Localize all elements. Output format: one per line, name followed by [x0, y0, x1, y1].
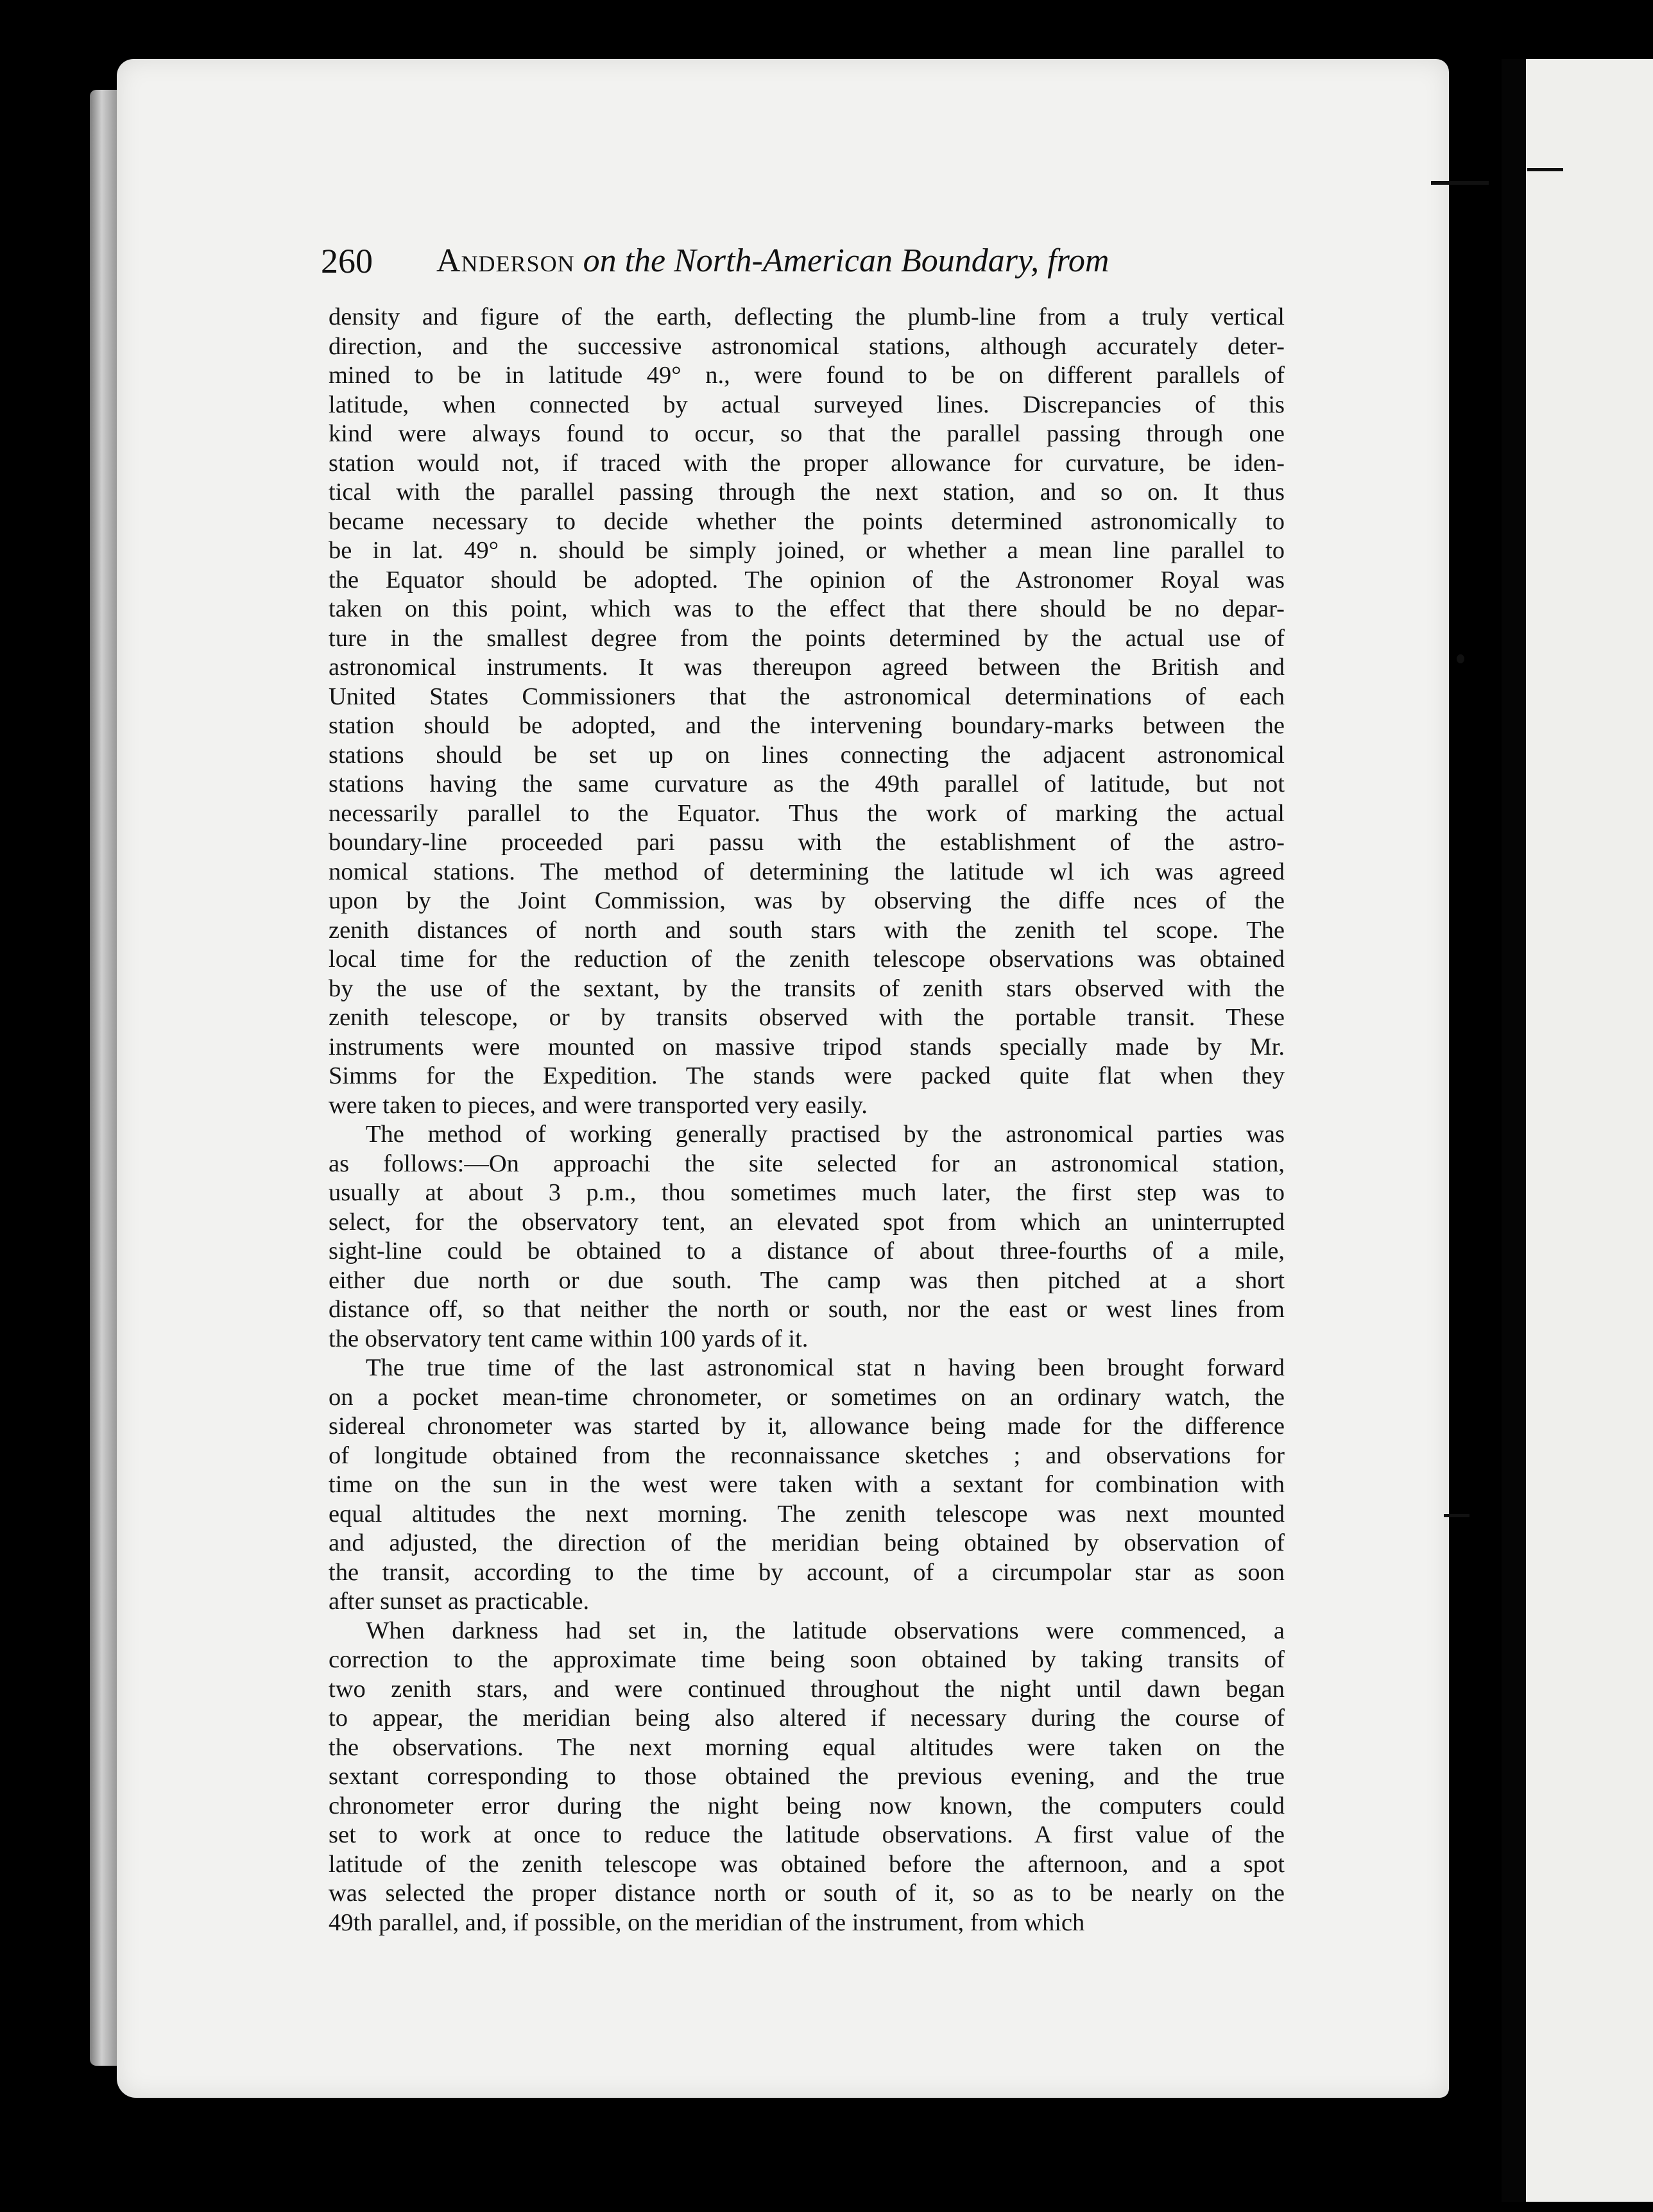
text-line: latitude, when connected by actual surveyed lines. Discrepancies of this [329, 391, 1285, 418]
text-line: after sunset as practicable. [329, 1588, 590, 1615]
text-line: distance off, so that neither the north or south, nor the east or west lines from [329, 1296, 1285, 1323]
running-header [321, 239, 1264, 284]
text-line: and adjusted, the direction of the meridian being obtained by observation of [329, 1529, 1285, 1556]
text-line: be in lat. 49° n. should be simply joined, or whether a mean line parallel to [329, 537, 1285, 564]
text-line: the transit, according to the time by account, of a circumpolar star as soon [329, 1558, 1285, 1586]
margin-tick [1527, 168, 1563, 171]
text-line: instruments were mounted on massive tripod stands specially made by Mr. [329, 1033, 1285, 1060]
text-line: the Equator should be adopted. The opinion of the Astronomer Royal was [329, 566, 1285, 593]
text-line: stations having the same curvature as the 49th parallel of latitude, but not [329, 770, 1285, 797]
text-line: equal altitudes the next morning. The zenith telescope was next mounted [329, 1500, 1285, 1527]
margin-tick [1457, 654, 1464, 663]
page-gutter [1502, 59, 1527, 2202]
margin-tick [1431, 181, 1489, 185]
text-line: direction, and the successive astronomical stations, although accurately deter- [329, 332, 1285, 360]
running-head [436, 239, 1109, 284]
running-head-author: Anderson [436, 242, 575, 279]
paragraph [329, 303, 1285, 1120]
text-line: two zenith stars, and were continued throughout the night until dawn began [329, 1675, 1285, 1703]
body-text [329, 303, 1285, 1937]
text-line: of longitude obtained from the reconnaissance sketches ; and observations for [329, 1442, 1285, 1469]
text-line: tical with the parallel passing through the next station, and so on. It thus [329, 479, 1285, 506]
text-line: boundary-line proceeded pari passu with the establishment of the astro- [329, 829, 1285, 856]
text-line: When darkness had set in, the latitude observations were commenced, a [366, 1617, 1285, 1644]
paragraph [329, 1354, 1285, 1617]
text-line: time on the sun in the west were taken with a sextant for combination with [329, 1471, 1285, 1498]
text-line: set to work at once to reduce the latitude observations. A first value of the [329, 1821, 1285, 1848]
text-line: ture in the smallest degree from the points determined by the actual use of [329, 624, 1285, 652]
text-line: United States Commissioners that the astronomical determinations of each [329, 683, 1285, 710]
text-line: select, for the observatory tent, an elevated spot from which an uninterrupted [329, 1208, 1285, 1236]
text-line: station would not, if traced with the proper allowance for curvature, be iden- [329, 449, 1285, 477]
text-line: local time for the reduction of the zenith telescope observations was obtained [329, 946, 1285, 973]
text-line: necessarily parallel to the Equator. Thus the work of marking the actual [329, 799, 1285, 827]
text-line: station should be adopted, and the intervening boundary-marks between the [329, 712, 1285, 739]
text-line: sight-line could be obtained to a distance of about three-fourths of a mile, [329, 1238, 1285, 1264]
page-number: 260 [321, 242, 373, 280]
facing-page-edge [1526, 59, 1653, 2202]
text-line: latitude of the zenith telescope was obtained before the afternoon, and a spot [329, 1850, 1285, 1878]
text-line: nomical stations. The method of determining the latitude wl ich was agreed [329, 858, 1285, 885]
text-line: mined to be in latitude 49° n., were found to be on different parallels of [329, 362, 1285, 389]
text-line: kind were always found to occur, so that the parallel passing through one [329, 420, 1285, 447]
text-line: sidereal chronometer was started by it, allowance being made for the difference [329, 1413, 1285, 1440]
text-line: Simms for the Expedition. The stands were packed quite flat when they [329, 1062, 1285, 1089]
text-line: zenith distances of north and south stars with the zenith tel scope. The [329, 916, 1285, 944]
text-line: were taken to pieces, and were transported very easily. [329, 1091, 868, 1119]
paragraph [329, 1120, 1285, 1354]
text-line: The method of working generally practised by the astronomical parties was [366, 1121, 1285, 1148]
page-edge [90, 90, 119, 2066]
text-line: stations should be set up on lines connecting the adjacent astronomical [329, 741, 1285, 769]
text-line: the observatory tent came within 100 yards of it. [329, 1325, 809, 1352]
text-line: either due north or due south. The camp was then pitched at a short [329, 1266, 1285, 1294]
text-line: chronometer error during the night being now known, the computers could [329, 1792, 1285, 1819]
text-line: upon by the Joint Commission, was by observing the diffe nces of the [329, 887, 1285, 914]
text-line: as follows:—On approachi the site selected for an astronomical station, [329, 1150, 1285, 1177]
text-line: zenith telescope, or by transits observed with the portable transit. These [329, 1004, 1285, 1031]
text-line: correction to the approximate time being soon obtained by taking transits of [329, 1646, 1285, 1673]
text-line: astronomical instruments. It was thereupon agreed between the British and [329, 654, 1285, 681]
text-line: on a pocket mean-time chronometer, or sometimes on an ordinary watch, the [329, 1383, 1285, 1411]
margin-tick [1444, 1514, 1469, 1517]
text-line: 49th parallel, and, if possible, on the meridian of the instrument, from which [329, 1909, 1085, 1936]
running-head-title: on the North-American Boundary, from [583, 242, 1109, 279]
text-line: became necessary to decide whether the points determined astronomically to [329, 507, 1285, 535]
text-line: sextant corresponding to those obtained the previous evening, and the true [329, 1763, 1285, 1790]
text-line: to appear, the meridian being also altered if necessary during the course of [329, 1705, 1285, 1731]
text-line: taken on this point, which was to the effect that there should be no depar- [329, 595, 1285, 622]
text-line: by the use of the sextant, by the transits of zenith stars observed with the [329, 974, 1285, 1002]
text-line: usually at about 3 p.m., thou sometimes much later, the first step was to [329, 1179, 1285, 1206]
text-line: the observations. The next morning equal altitudes were taken on the [329, 1733, 1285, 1761]
text-line: was selected the proper distance north or south of it, so as to be nearly on the [329, 1880, 1285, 1907]
text-line: density and figure of the earth, deflecting the plumb-line from a truly vertical [329, 303, 1285, 330]
text-line: The true time of the last astronomical stat n having been brought forward [366, 1354, 1285, 1381]
paragraph [329, 1617, 1285, 1938]
